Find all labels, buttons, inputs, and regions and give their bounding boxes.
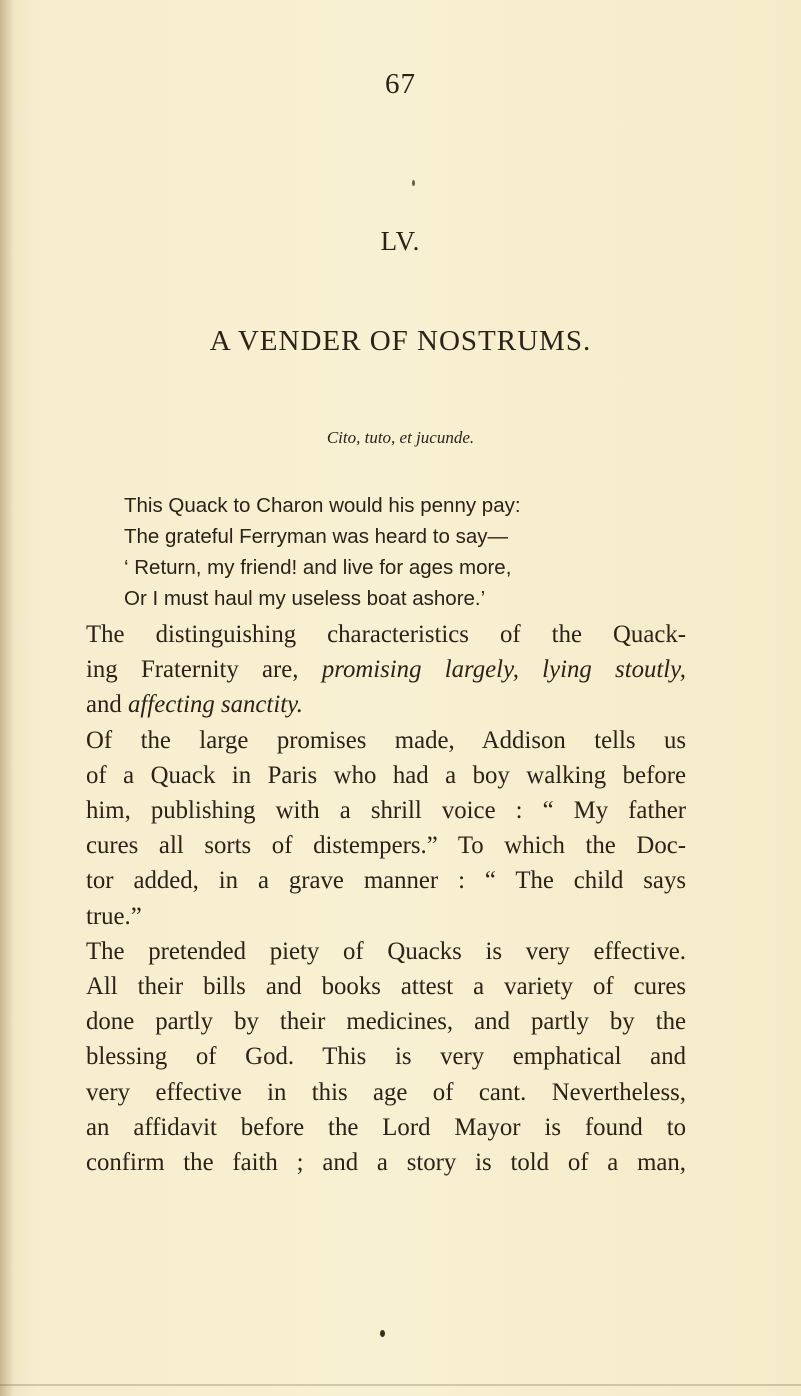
prose-line: done partly by their medicines, and partly by the: [86, 1008, 686, 1036]
prose-line: Of the large promises made, Addison tells us: [86, 726, 686, 754]
prose-line: [86, 687, 686, 722]
prose-line: him, publishing with a shrill voice : “ My father: [86, 797, 686, 825]
prose-line: true.”: [86, 902, 142, 930]
text-run: and: [86, 691, 122, 719]
prose-line: an affidavit before the Lord Mayor is found to: [86, 1113, 686, 1141]
section-number: LV.: [380, 226, 421, 256]
page-number: 67: [385, 68, 416, 100]
verse-line: This Quack to Charon would his penny pay:: [124, 494, 521, 517]
ink-dot: [380, 1330, 385, 1337]
prose-line: blessing of God. This is very emphatical and: [86, 1043, 686, 1071]
body-text: [86, 617, 686, 1180]
latin-motto: Cito, tuto, et jucunde.: [326, 428, 475, 447]
text-run: ing Fraternity are,: [86, 656, 299, 684]
verse-line: ‘ Return, my friend! and live for ages more,: [124, 556, 512, 579]
epigram-verse: [124, 490, 684, 614]
binding-shadow: [0, 0, 14, 1396]
prose-line: The pretended piety of Quacks is very effective.: [86, 937, 686, 965]
italic-run: affecting sanctity.: [128, 691, 303, 719]
prose-line: tor added, in a grave manner : “ The child says: [86, 867, 686, 895]
prose-line: of a Quack in Paris who had a boy walking before: [86, 761, 686, 789]
prose-line: confirm the faith ; and a story is told of a man,: [86, 1149, 686, 1177]
page-bottom-edge: [0, 1384, 801, 1386]
prose-line: cures all sorts of distempers.” To which the Doc-: [86, 832, 686, 860]
verse-line: The grateful Ferryman was heard to say—: [124, 525, 508, 548]
italic-run: promising largely, lying stoutly,: [321, 656, 687, 684]
prose-line: All their bills and books attest a variety of cures: [86, 973, 686, 1001]
prose-line: The distinguishing characteristics of the Quack-: [86, 621, 686, 648]
verse-line: Or I must haul my useless boat ashore.’: [124, 587, 486, 610]
section-title: A VENDER OF NOSTRUMS.: [209, 325, 592, 357]
ink-speck: [412, 180, 415, 186]
prose-line: [86, 652, 686, 687]
prose-line: very effective in this age of cant. Nevertheless,: [86, 1078, 686, 1106]
